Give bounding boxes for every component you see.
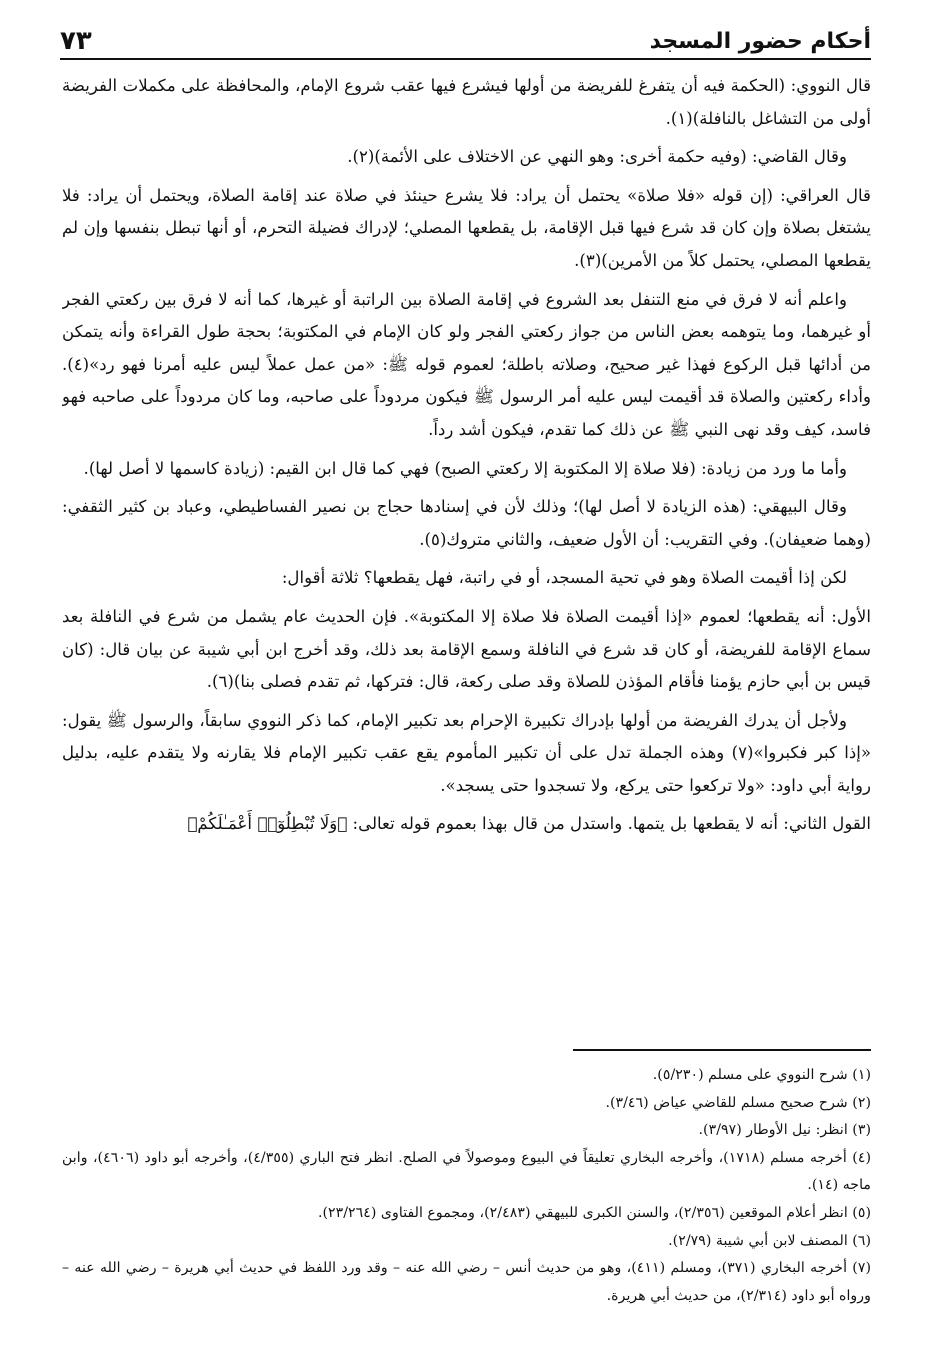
paragraph: وأما ما ورد من زيادة: (فلا صلاة إلا المكتوبة إلا ركعتي الصبح) فهي كما قال ابن القيم: (زيادة كاسمها لا أصل لها). bbox=[83, 458, 847, 478]
footnotes bbox=[62, 1062, 871, 1332]
paragraph: وقال القاضي: (وفيه حكمة أخرى: وهو النهي عن الاختلاف على الأئمة)(٢). bbox=[347, 147, 847, 167]
footnote-separator bbox=[573, 1049, 871, 1051]
page-number: ٧٣ bbox=[60, 26, 92, 56]
paragraph: واعلم أنه لا فرق في منع التنفل بعد الشروع في إقامة الصلاة بين الراتبة أو غيرها، كما أنه لا فرق بين ركعتي الفجر أو غيرهما، وما يتوهمه بعض الناس من جواز ركعتي الفجر ولو كان الإمام في المكتوبة؛ بحجة طول القراءة وأنه يتمكن من أدائها قبل الركوع فهذا غير صحيح، وصلاته باطلة؛ لعموم قوله ﷺ: «من عمل عملاً ليس عليه أمرنا فهو رد»(٤). وأداء ركعتين والصلاة قد أقيمت ليس عليه أمر الرسول ﷺ فيكون مردوداً على صاحبه، وما كان مردوداً على صاحبه فهو فاسد، كيف وقد نهى النبي ﷺ عن ذلك كما تقدم، فيكون أشد رداً. bbox=[62, 289, 871, 439]
paragraph: قال العراقي: (إن قوله «فلا صلاة» يحتمل أن يراد: فلا يشرع حينئذ في صلاة عند إقامة الصلاة، ويحتمل أن يراد: فلا يشتغل بصلاة وإن كان قد شرع فيها قبل الإقامة، بل يقطعها المصلي؛ لإدراك فضيلة التحرم، أو أنها تبطل بنفسها وإن لم يقطعها المصلي، يحتمل كلاً من الأمرين)(٣). bbox=[62, 185, 871, 270]
paragraph: القول الثاني: أنه لا يقطعها بل يتمها. واستدل من قال بهذا بعموم قوله تعالى: ﴿وَلَا تُبْطِلُوٓا۟ أَعْمَـٰلَكُمْ﴾ bbox=[187, 814, 871, 834]
page-header bbox=[60, 18, 871, 60]
footnote: (٢) شرح صحيح مسلم للقاضي عياض (٣/٤٦). bbox=[605, 1094, 871, 1111]
paragraph: قال النووي: (الحكمة فيه أن يتفرغ للفريضة من أولها فيشرع فيها عقب شروع الإمام، والمحافظة على مكملات الفريضة أولى من التشاغل بالنافلة)(١). bbox=[62, 76, 871, 128]
paragraph: وقال البيهقي: (هذه الزيادة لا أصل لها)؛ وذلك لأن في إسنادها حجاج بن نصير الفساطيطي، وعباد بن كثير الثقفي: (وهما ضعيفان). وفي التقريب: أن الأول ضعيف، والثاني متروك(٥). bbox=[62, 497, 871, 549]
main-text bbox=[62, 70, 871, 1030]
paragraph: ولأجل أن يدرك الفريضة من أولها بإدراك تكبيرة الإحرام بعد تكبير الإمام، كما ذكر النووي سابقاً، والرسول ﷺ يقول: «إذا كبر فكبروا»(٧) وهذه الجملة تدل على أن تكبير المأموم يقع عقب تكبير الإمام فلا يقارنه ولا يتقدم عليه، بدليل رواية أبي داود: «ولا تركعوا حتى يركع، ولا تسجدوا حتى يسجد». bbox=[62, 710, 871, 795]
running-title: أحكام حضور المسجد bbox=[649, 29, 871, 54]
footnote: (٦) المصنف لابن أبي شيبة (٢/٧٩). bbox=[668, 1232, 871, 1249]
paragraph: الأول: أنه يقطعها؛ لعموم «إذا أقيمت الصلاة فلا صلاة إلا المكتوبة». فإن الحديث عام يشمل من شرع في النافلة بعد سماع الإقامة للفريضة، أو كان قد شرع في النافلة وسمع الإقامة بعد ذلك، وقد أخرج ابن أبي شيبة عن بيان قال: (كان قيس بن أبي حازم يؤمنا فأقام المؤذن للصلاة وقد صلى ركعة، قال: فتركها، ثم تقدم فصلى بنا)(٦). bbox=[62, 606, 871, 692]
footnote: (٣) انظر: نيل الأوطار (٣/٩٧). bbox=[698, 1122, 871, 1139]
footnote: (٤) أخرجه مسلم (١٧١٨)، وأخرجه البخاري تعليقاً في البيوع وموصولاً في الصلح. انظر فتح الباري (٤/٣٥٥)، وأخرجه أبو داود (٤٦٠٦)، وابن ماجه (١٤). bbox=[62, 1149, 871, 1194]
paragraph: لكن إذا أقيمت الصلاة وهو في تحية المسجد، أو في راتبة، فهل يقطعها؟ ثلاثة أقوال: bbox=[281, 568, 847, 588]
footnote: (٧) أخرجه البخاري (٣٧١)، ومسلم (٤١١)، وهو من حديث أنس – رضي الله عنه – وقد ورد اللفظ في حديث أبي هريرة – رضي الله عنه – ورواه أبو داود (٢/٣١٤)، من حديث أبي هريرة. bbox=[62, 1260, 871, 1304]
footnote: (٥) انظر أعلام الموقعين (٢/٣٥٦)، والسنن الكبرى للبيهقي (٢/٤٨٣)، ومجموع الفتاوى (٢٣/٢٦٤). bbox=[317, 1204, 871, 1221]
footnote: (١) شرح النووي على مسلم (٥/٢٣٠). bbox=[652, 1067, 871, 1083]
